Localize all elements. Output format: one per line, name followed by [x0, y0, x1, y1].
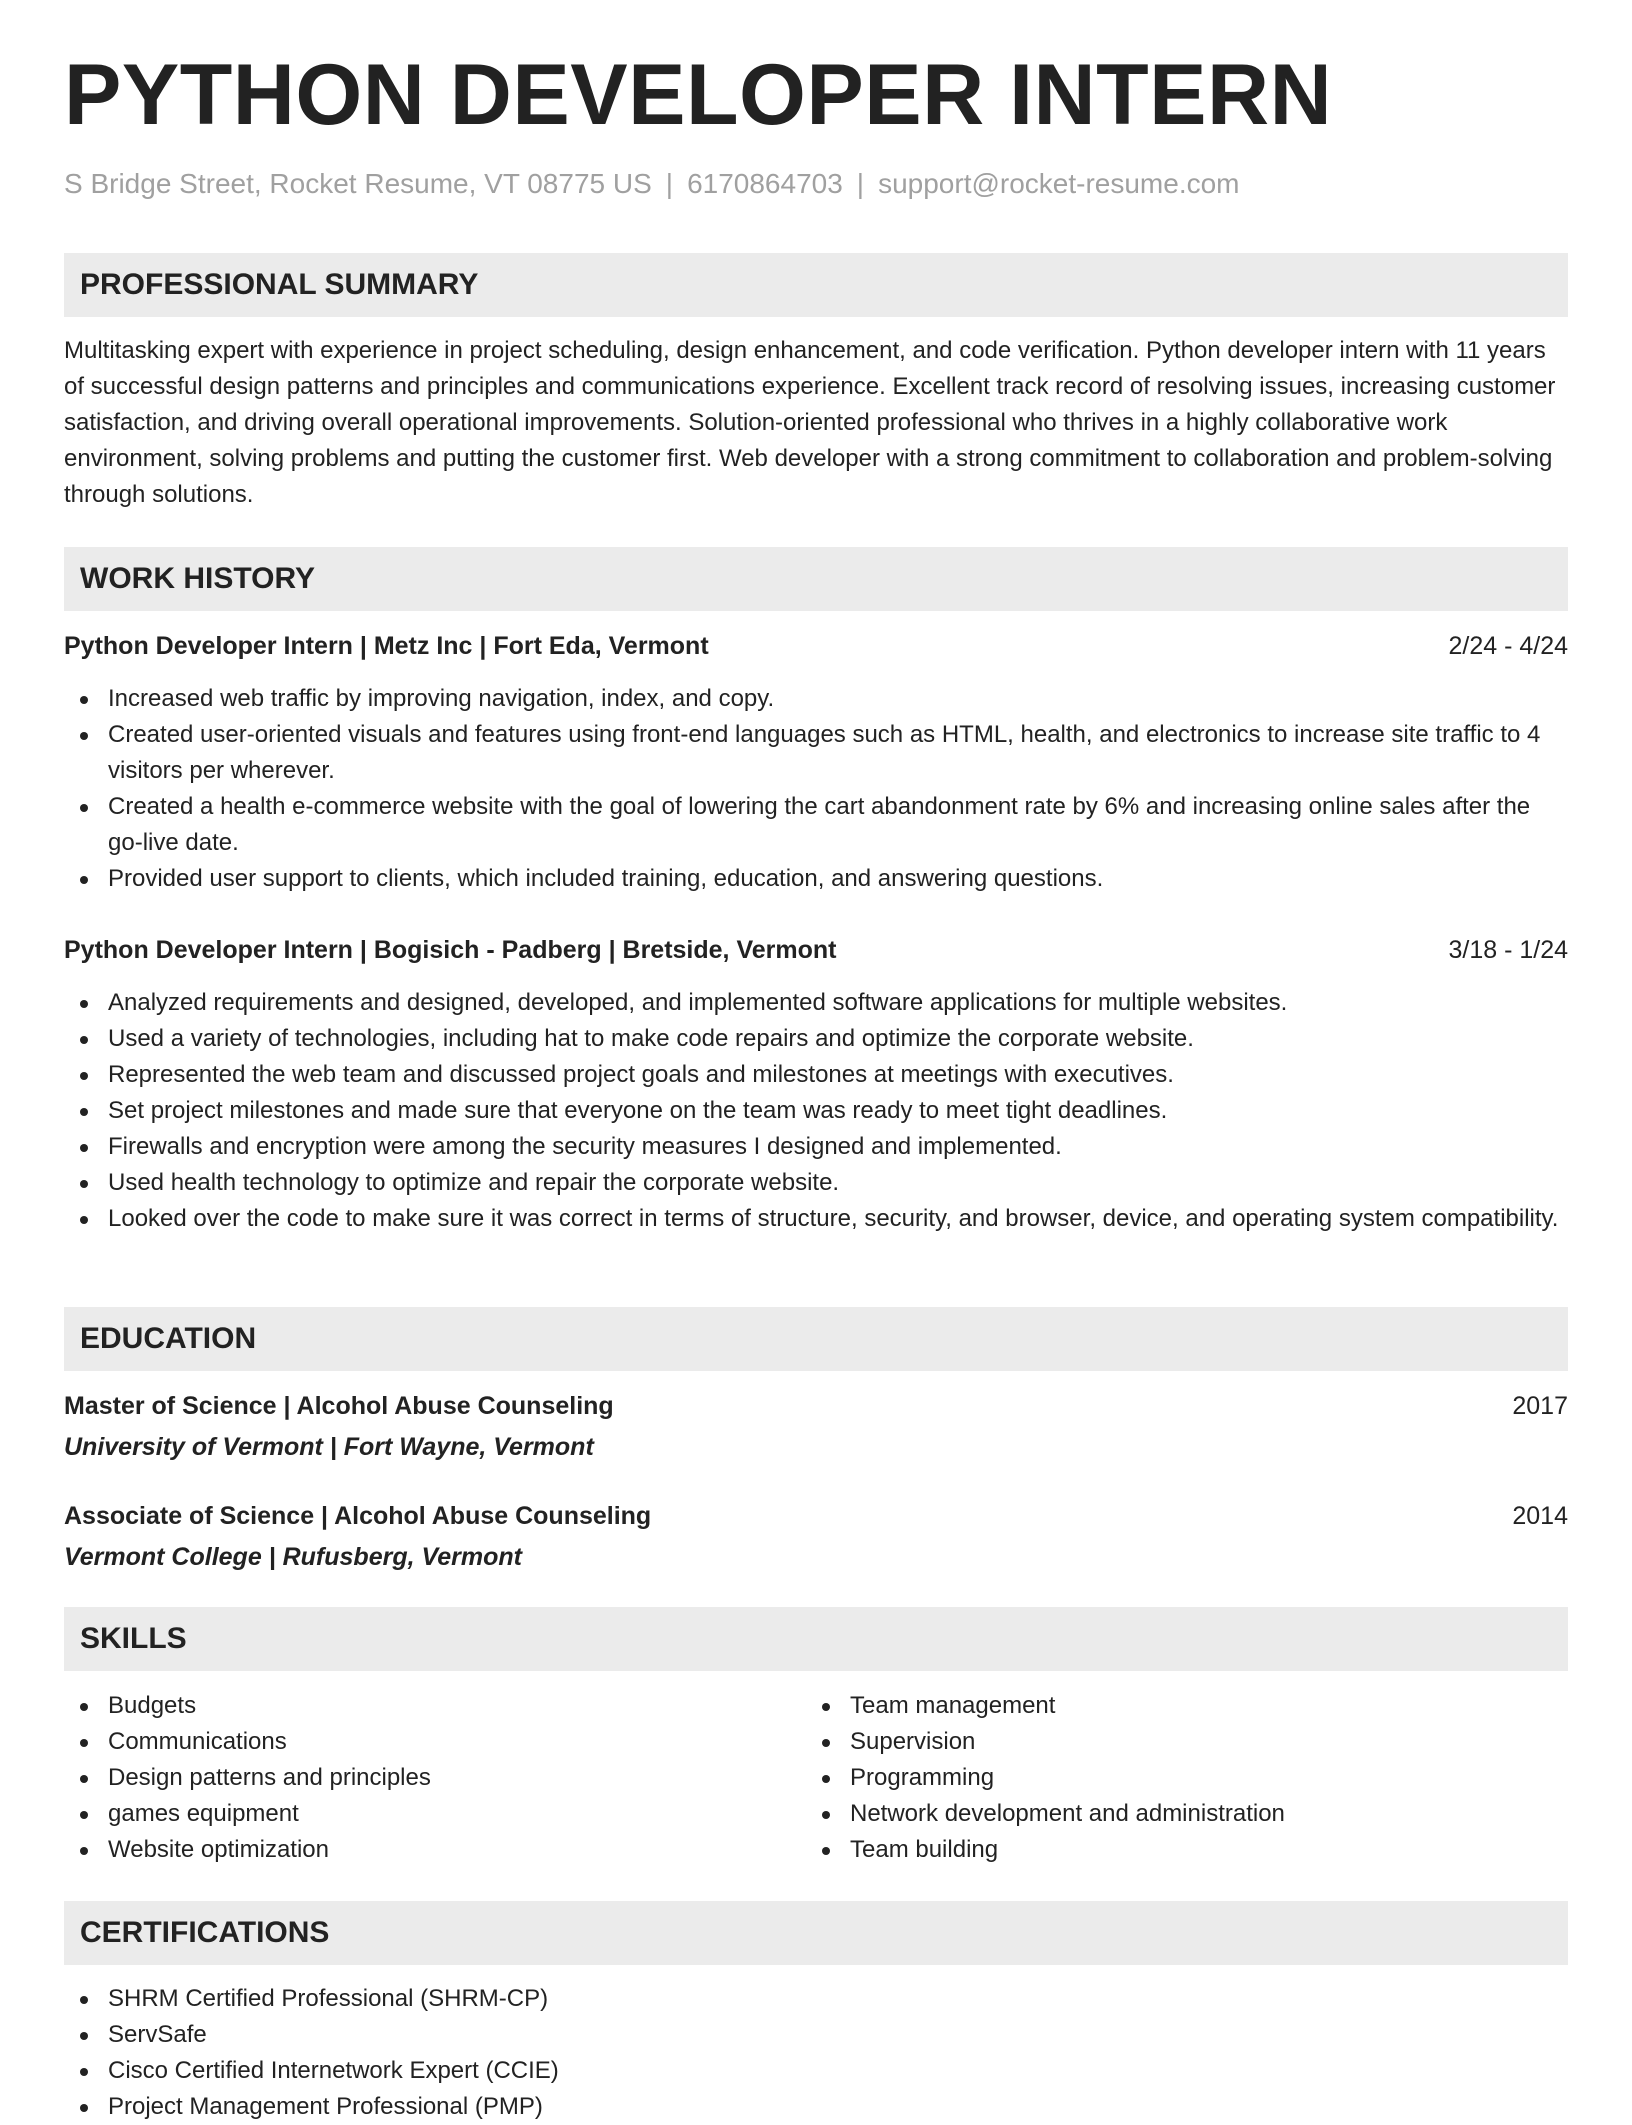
certification-item: SHRM Certified Professional (SHRM-CP): [64, 1981, 1568, 2017]
job-bullet: Analyzed requirements and designed, developed, and implemented software applications for multiple websites.: [64, 985, 1568, 1021]
certification-item: ServSafe: [64, 2017, 1568, 2053]
job-bullet: Represented the web team and discussed project goals and milestones at meetings with executives.: [64, 1057, 1568, 1093]
skill-item: Supervision: [806, 1724, 1546, 1760]
job-title: Python Developer Intern | Metz Inc | Fort Eda, Vermont: [64, 632, 709, 660]
job-bullet: Increased web traffic by improving navigation, index, and copy.: [64, 681, 1568, 717]
skill-item: Website optimization: [64, 1832, 804, 1868]
certification-item: Cisco Certified Internetwork Expert (CCIE): [64, 2053, 1568, 2089]
job-bullet-list: [64, 681, 1568, 897]
skills-list-right: [806, 1688, 1546, 1868]
contact-phone: 6170864703: [687, 168, 843, 199]
job-bullet: Firewalls and encryption were among the security measures I designed and implemented.: [64, 1129, 1568, 1165]
skill-item: Design patterns and principles: [64, 1760, 804, 1796]
job-dates: 3/18 - 1/24: [1448, 936, 1568, 964]
certification-item: Project Management Professional (PMP): [64, 2089, 1568, 2125]
education-degree: Associate of Science | Alcohol Abuse Counseling: [64, 1502, 652, 1530]
education-school: University of Vermont | Fort Wayne, Vermont: [64, 1433, 594, 1461]
education-degree: Master of Science | Alcohol Abuse Counseling: [64, 1392, 614, 1420]
job-header: [64, 932, 1568, 968]
job-bullet: Set project milestones and made sure that everyone on the team was ready to meet tight deadlines.: [64, 1093, 1568, 1129]
job-bullet: Looked over the code to make sure it was correct in terms of structure, security, and browser, device, and operating system compatibility.: [64, 1201, 1568, 1237]
summary-text: Multitasking expert with experience in project scheduling, design enhancement, and code verification. Python developer intern with 11 years of successful design patterns and principles and communications experience. Excellent track record of resolving issues, increasing customer satisfaction, and driving overall operational improvements. Solution-oriented professional who thrives in a highly collaborative work environment, solving problems and putting the customer first. Web developer with a strong commitment to collaboration and problem-solving through solutions.: [64, 337, 1556, 508]
skills-heading: SKILLS: [64, 1607, 1568, 1671]
contact-email: support@rocket-resume.com: [878, 168, 1240, 199]
contact-separator: |: [665, 168, 674, 199]
education-degree-row: [64, 1388, 1568, 1424]
job-dates: 2/24 - 4/24: [1448, 632, 1568, 660]
job-bullet: Created a health e-commerce website with the goal of lowering the cart abandonment rate by 6% and increasing online sales after the go-live date.: [64, 789, 1568, 861]
contact-address: S Bridge Street, Rocket Resume, VT 08775 US: [64, 168, 652, 199]
certifications-list: [64, 1981, 1568, 2125]
education-year: 2014: [1512, 1502, 1568, 1530]
job-bullet-list: [64, 985, 1568, 1237]
resume-name: PYTHON DEVELOPER INTERN: [64, 47, 1333, 143]
job-bullet: Created user-oriented visuals and features using front-end languages such as HTML, health, and electronics to increase site traffic to 4 visitors per wherever.: [64, 717, 1568, 789]
skill-item: Team building: [806, 1832, 1546, 1868]
job-bullet: Provided user support to clients, which included training, education, and answering questions.: [64, 861, 1568, 897]
skill-item: Team management: [806, 1688, 1546, 1724]
education-year: 2017: [1512, 1392, 1568, 1420]
contact-line: [64, 166, 1240, 202]
work-history-heading: WORK HISTORY: [64, 547, 1568, 611]
job-title: Python Developer Intern | Bogisich - Padberg | Bretside, Vermont: [64, 936, 837, 964]
education-degree-row: [64, 1498, 1568, 1534]
skills-list-left: [64, 1688, 804, 1868]
skill-item: Communications: [64, 1724, 804, 1760]
summary-heading: PROFESSIONAL SUMMARY: [64, 253, 1568, 317]
education-school: Vermont College | Rufusberg, Vermont: [64, 1543, 522, 1571]
skill-item: Budgets: [64, 1688, 804, 1724]
job-header: [64, 628, 1568, 664]
job-bullet: Used a variety of technologies, including hat to make code repairs and optimize the corporate website.: [64, 1021, 1568, 1057]
contact-separator: |: [856, 168, 865, 199]
skill-item: games equipment: [64, 1796, 804, 1832]
education-heading: EDUCATION: [64, 1307, 1568, 1371]
skill-item: Programming: [806, 1760, 1546, 1796]
certifications-heading: CERTIFICATIONS: [64, 1901, 1568, 1965]
job-bullet: Used health technology to optimize and repair the corporate website.: [64, 1165, 1568, 1201]
skill-item: Network development and administration: [806, 1796, 1546, 1832]
